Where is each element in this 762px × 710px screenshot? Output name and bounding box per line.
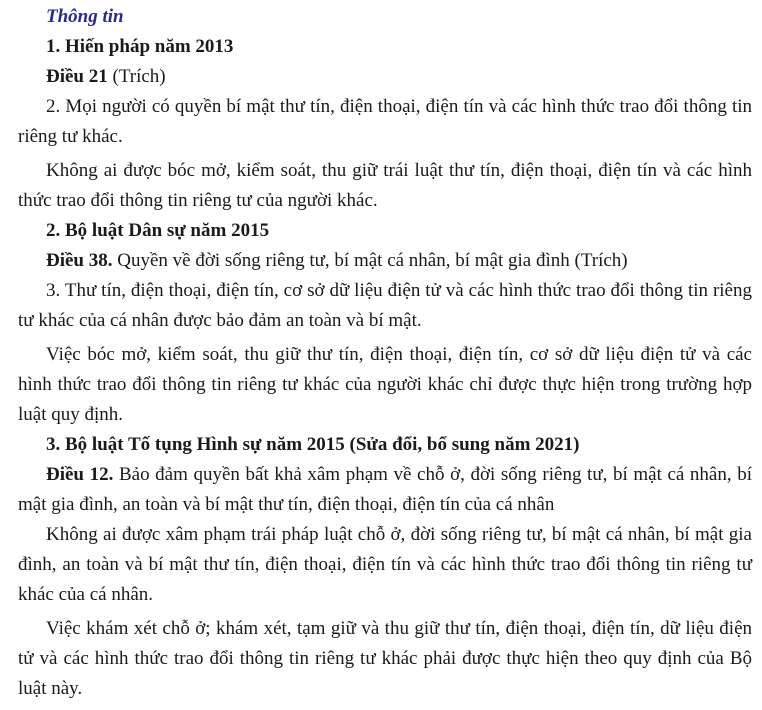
section-3-article-text: Bảo đảm quyền bất khả xâm phạm về chỗ ở, đời sống riêng tư, bí mật cá nhân, bí mật gia đình, an toàn và bí mật thư tín, điện thoại, điện tín của cá nhân xyxy=(18,464,753,515)
section-1-paragraph-2: Không ai được bóc mở, kiểm soát, thu giữ trái luật thư tín, điện thoại, điện tín và các hình thức trao đổi thông tin riêng tư của người khác. xyxy=(18,160,752,211)
section-2-paragraph-1: 3. Thư tín, điện thoại, điện tín, cơ sở dữ liệu điện tử và các hình thức trao đổi thông tin riêng tư khác của cá nhân được bảo đảm an toàn và bí mật. xyxy=(18,280,752,331)
section-1-article-label: Điều 21 xyxy=(46,66,108,87)
section-3-article-label: Điều 12. xyxy=(46,464,114,485)
section-1-article-text: (Trích) xyxy=(107,66,166,87)
section-3-paragraph-2: Việc khám xét chỗ ở; khám xét, tạm giữ và thu giữ thư tín, điện thoại, điện tín, dữ liệu điện tử và các hình thức trao đổi thông tin riêng tư khác phải được thực hiện theo quy định của Bộ luật này. xyxy=(18,618,752,699)
section-2-article-label: Điều 38. xyxy=(46,250,113,271)
section-2-article xyxy=(46,246,752,276)
section-2-article-text: Quyền về đời sống riêng tư, bí mật cá nhân, bí mật gia đình (Trích) xyxy=(112,250,628,271)
section-1-article xyxy=(46,62,752,92)
section-3-paragraph-1: Không ai được xâm phạm trái pháp luật chỗ ở, đời sống riêng tư, bí mật cá nhân, bí mật gia đình, an toàn và bí mật thư tín, điện thoại, điện tín và các hình thức trao đổi thông tin riêng tư khác của cá nhân. xyxy=(18,524,752,605)
document-page xyxy=(18,2,752,704)
section-3-article xyxy=(18,460,752,520)
info-heading: Thông tin xyxy=(46,6,124,27)
section-2-paragraph-2: Việc bóc mở, kiểm soát, thu giữ thư tín, điện thoại, điện tín, cơ sở dữ liệu điện tử và các hình thức trao đổi thông tin riêng tư khác của người khác chỉ được thực hiện trong trường hợp luật quy định. xyxy=(18,344,752,425)
section-1-paragraph-1: 2. Mọi người có quyền bí mật thư tín, điện thoại, điện tín và các hình thức trao đổi thông tin riêng tư khác. xyxy=(18,96,752,147)
section-3-title: 3. Bộ luật Tố tụng Hình sự năm 2015 (Sửa đổi, bổ sung năm 2021) xyxy=(46,434,580,455)
section-2-title: 2. Bộ luật Dân sự năm 2015 xyxy=(46,220,270,241)
section-1-title: 1. Hiến pháp năm 2013 xyxy=(46,36,234,57)
